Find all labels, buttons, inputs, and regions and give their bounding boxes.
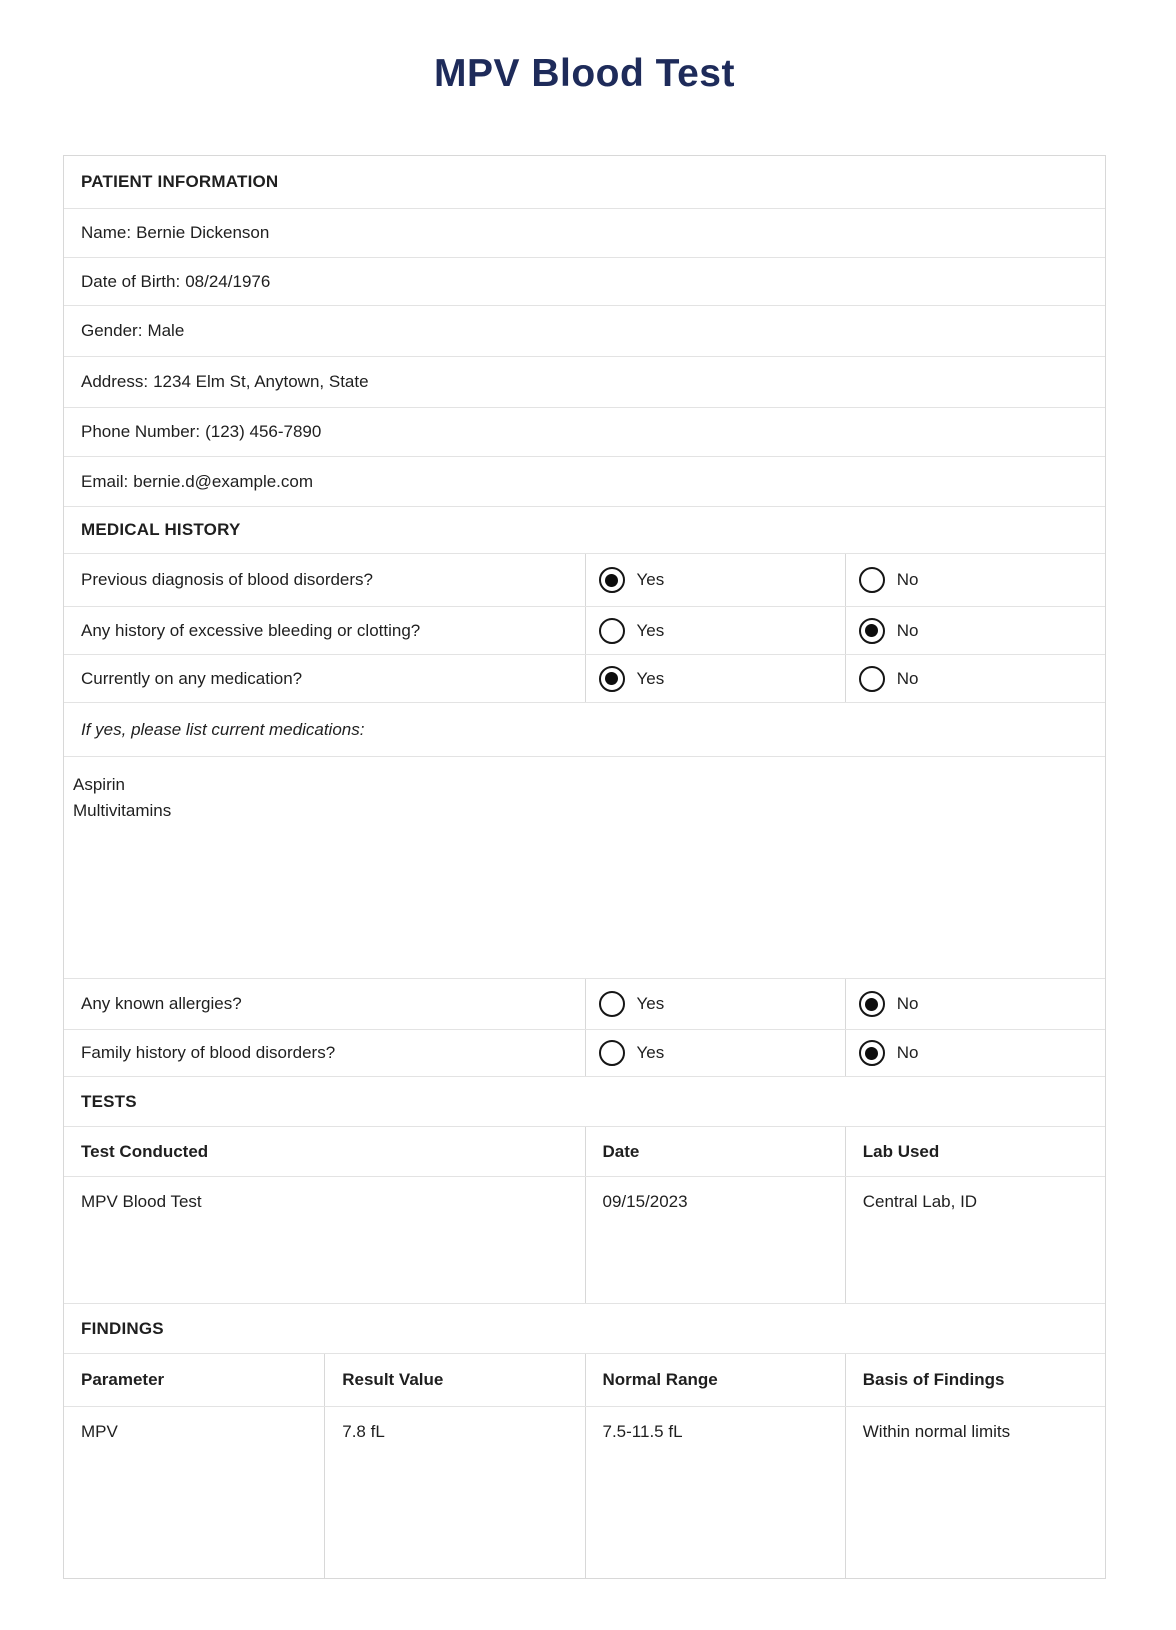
- field-value[interactable]: Male: [147, 321, 185, 340]
- radio-circle-icon: [599, 666, 625, 692]
- radio-no-cell: [845, 1030, 1105, 1076]
- radio-yes-label: Yes: [636, 1043, 665, 1062]
- column-header: Test Conducted: [81, 1141, 209, 1161]
- finding-result-value: 7.8 fL: [342, 1422, 385, 1441]
- section-label: PATIENT INFORMATION: [81, 172, 279, 191]
- question-text: Currently on any medication?: [81, 668, 303, 688]
- radio-yes-cell: [585, 979, 845, 1029]
- field-label: Date of Birth:: [81, 271, 181, 291]
- section-label: FINDINGS: [81, 1318, 164, 1338]
- field-row-date-of-birth: [64, 257, 1105, 305]
- section-header-cell: [64, 507, 1105, 553]
- test-date-value: 09/15/2023: [602, 1192, 688, 1211]
- section-header-cell: [64, 1077, 1105, 1126]
- medications-prompt-cell: [64, 703, 1105, 756]
- section-header-patient-information: [64, 156, 1105, 208]
- radio-yes[interactable]: [599, 618, 665, 644]
- section-header-tests: [64, 1076, 1105, 1126]
- radio-no[interactable]: [859, 1040, 919, 1066]
- section-header-medical-history: [64, 506, 1105, 553]
- question-cell: [64, 655, 585, 702]
- section-header-cell: [64, 156, 1105, 208]
- section-header-findings: [64, 1303, 1105, 1353]
- field-cell: [64, 306, 1105, 356]
- radio-no-label: No: [896, 620, 919, 640]
- field-value[interactable]: (123) 456-7890: [205, 422, 322, 441]
- field-row-gender: [64, 305, 1105, 356]
- radio-no-label: No: [896, 570, 919, 589]
- medication-item: Aspirin: [73, 775, 125, 794]
- radio-no-label: No: [896, 668, 919, 688]
- radio-no[interactable]: [859, 666, 919, 692]
- field-row-phone-number: [64, 407, 1105, 456]
- question-text: Any history of excessive bleeding or clotting?: [81, 620, 421, 640]
- question-row-family-history: [64, 1029, 1105, 1076]
- radio-circle-icon: [859, 991, 885, 1017]
- radio-yes-label: Yes: [636, 620, 665, 640]
- radio-yes-cell: [585, 607, 845, 654]
- tests-data-row: [64, 1176, 1105, 1303]
- test-date-cell[interactable]: [585, 1177, 845, 1303]
- radio-circle-icon: [599, 991, 625, 1017]
- question-cell: [64, 979, 585, 1029]
- field-row-email: [64, 456, 1105, 506]
- field-value[interactable]: Bernie Dickenson: [136, 223, 270, 242]
- findings-header-cell: [324, 1354, 584, 1406]
- radio-no-cell: [845, 554, 1105, 606]
- finding-parameter-value: MPV: [81, 1422, 118, 1441]
- column-header: Normal Range: [602, 1370, 718, 1389]
- finding-range-cell[interactable]: [585, 1407, 845, 1578]
- radio-no-cell: [845, 655, 1105, 702]
- radio-no-label: No: [896, 994, 919, 1013]
- tests-header-cell: [585, 1127, 845, 1176]
- radio-yes[interactable]: [599, 666, 665, 692]
- findings-header-cell: [845, 1354, 1105, 1406]
- question-row-medication: [64, 654, 1105, 702]
- field-cell: [64, 408, 1105, 456]
- test-lab-cell[interactable]: [845, 1177, 1105, 1303]
- medications-prompt: If yes, please list current medications:: [81, 719, 365, 739]
- field-row-address: [64, 356, 1105, 407]
- findings-header-row: [64, 1353, 1105, 1406]
- question-text: Previous diagnosis of blood disorders?: [81, 570, 374, 589]
- finding-basis-value: Within normal limits: [862, 1422, 1011, 1441]
- findings-header-cell: [585, 1354, 845, 1406]
- finding-result-cell[interactable]: [324, 1407, 584, 1578]
- medications-textarea[interactable]: [64, 757, 1105, 978]
- finding-range-value: 7.5-11.5 fL: [602, 1422, 683, 1441]
- question-row-bleeding-clotting: [64, 606, 1105, 654]
- radio-no-cell: [845, 979, 1105, 1029]
- radio-yes[interactable]: [599, 991, 665, 1017]
- question-cell: [64, 554, 585, 606]
- section-label: TESTS: [81, 1091, 137, 1111]
- radio-yes[interactable]: [599, 1040, 665, 1066]
- field-label: Name:: [81, 223, 132, 242]
- question-row-allergies: [64, 978, 1105, 1029]
- column-header: Basis of Findings: [862, 1370, 1005, 1389]
- radio-yes-label: Yes: [636, 994, 665, 1013]
- radio-no-label: No: [896, 1043, 919, 1062]
- field-cell: [64, 457, 1105, 506]
- field-cell: [64, 258, 1105, 305]
- question-cell: [64, 607, 585, 654]
- field-label: Address:: [81, 372, 149, 391]
- tests-header-row: [64, 1126, 1105, 1176]
- column-header: Lab Used: [862, 1141, 940, 1161]
- radio-yes-cell: [585, 655, 845, 702]
- field-label: Email:: [81, 471, 129, 491]
- findings-data-row: [64, 1406, 1105, 1578]
- radio-circle-icon: [599, 567, 625, 593]
- test-conducted-value: MPV Blood Test: [81, 1192, 202, 1211]
- field-label: Gender:: [81, 321, 143, 340]
- finding-basis-cell[interactable]: [845, 1407, 1105, 1578]
- radio-no-cell: [845, 607, 1105, 654]
- medication-item: Multivitamins: [73, 801, 172, 820]
- radio-circle-icon: [859, 567, 885, 593]
- field-value[interactable]: 08/24/1976: [185, 271, 271, 291]
- radio-circle-icon: [859, 1040, 885, 1066]
- field-value[interactable]: 1234 Elm St, Anytown, State: [153, 372, 369, 391]
- radio-yes[interactable]: [599, 567, 665, 593]
- medications-list-row: [64, 756, 1105, 978]
- tests-header-cell: [64, 1127, 585, 1176]
- question-cell: [64, 1030, 585, 1076]
- radio-circle-icon: [859, 666, 885, 692]
- radio-no[interactable]: [859, 567, 919, 593]
- section-header-cell: [64, 1304, 1105, 1353]
- question-text: Family history of blood disorders?: [81, 1043, 336, 1062]
- column-header: Result Value: [342, 1370, 444, 1389]
- section-label: MEDICAL HISTORY: [81, 520, 241, 539]
- field-value[interactable]: bernie.d@example.com: [133, 471, 314, 491]
- page-title: MPV Blood Test: [434, 52, 735, 95]
- radio-circle-icon: [859, 618, 885, 644]
- tests-header-cell: [845, 1127, 1105, 1176]
- field-cell: [64, 357, 1105, 407]
- finding-parameter-cell[interactable]: [64, 1407, 324, 1578]
- field-row-name: [64, 208, 1105, 257]
- radio-no[interactable]: [859, 991, 919, 1017]
- field-cell: [64, 209, 1105, 257]
- radio-circle-icon: [599, 1040, 625, 1066]
- question-row-blood-disorders: [64, 553, 1105, 606]
- form-table: [63, 155, 1106, 1579]
- radio-yes-cell: [585, 554, 845, 606]
- test-conducted-cell[interactable]: [64, 1177, 585, 1303]
- test-lab-value: Central Lab, ID: [862, 1192, 978, 1211]
- question-text: Any known allergies?: [81, 994, 242, 1013]
- column-header: Parameter: [81, 1370, 165, 1389]
- radio-yes-cell: [585, 1030, 845, 1076]
- radio-yes-label: Yes: [636, 668, 665, 688]
- field-label: Phone Number:: [81, 422, 201, 441]
- radio-no[interactable]: [859, 618, 919, 644]
- column-header: Date: [602, 1141, 640, 1161]
- radio-yes-label: Yes: [636, 570, 665, 589]
- radio-circle-icon: [599, 618, 625, 644]
- medications-prompt-row: [64, 702, 1105, 756]
- findings-header-cell: [64, 1354, 324, 1406]
